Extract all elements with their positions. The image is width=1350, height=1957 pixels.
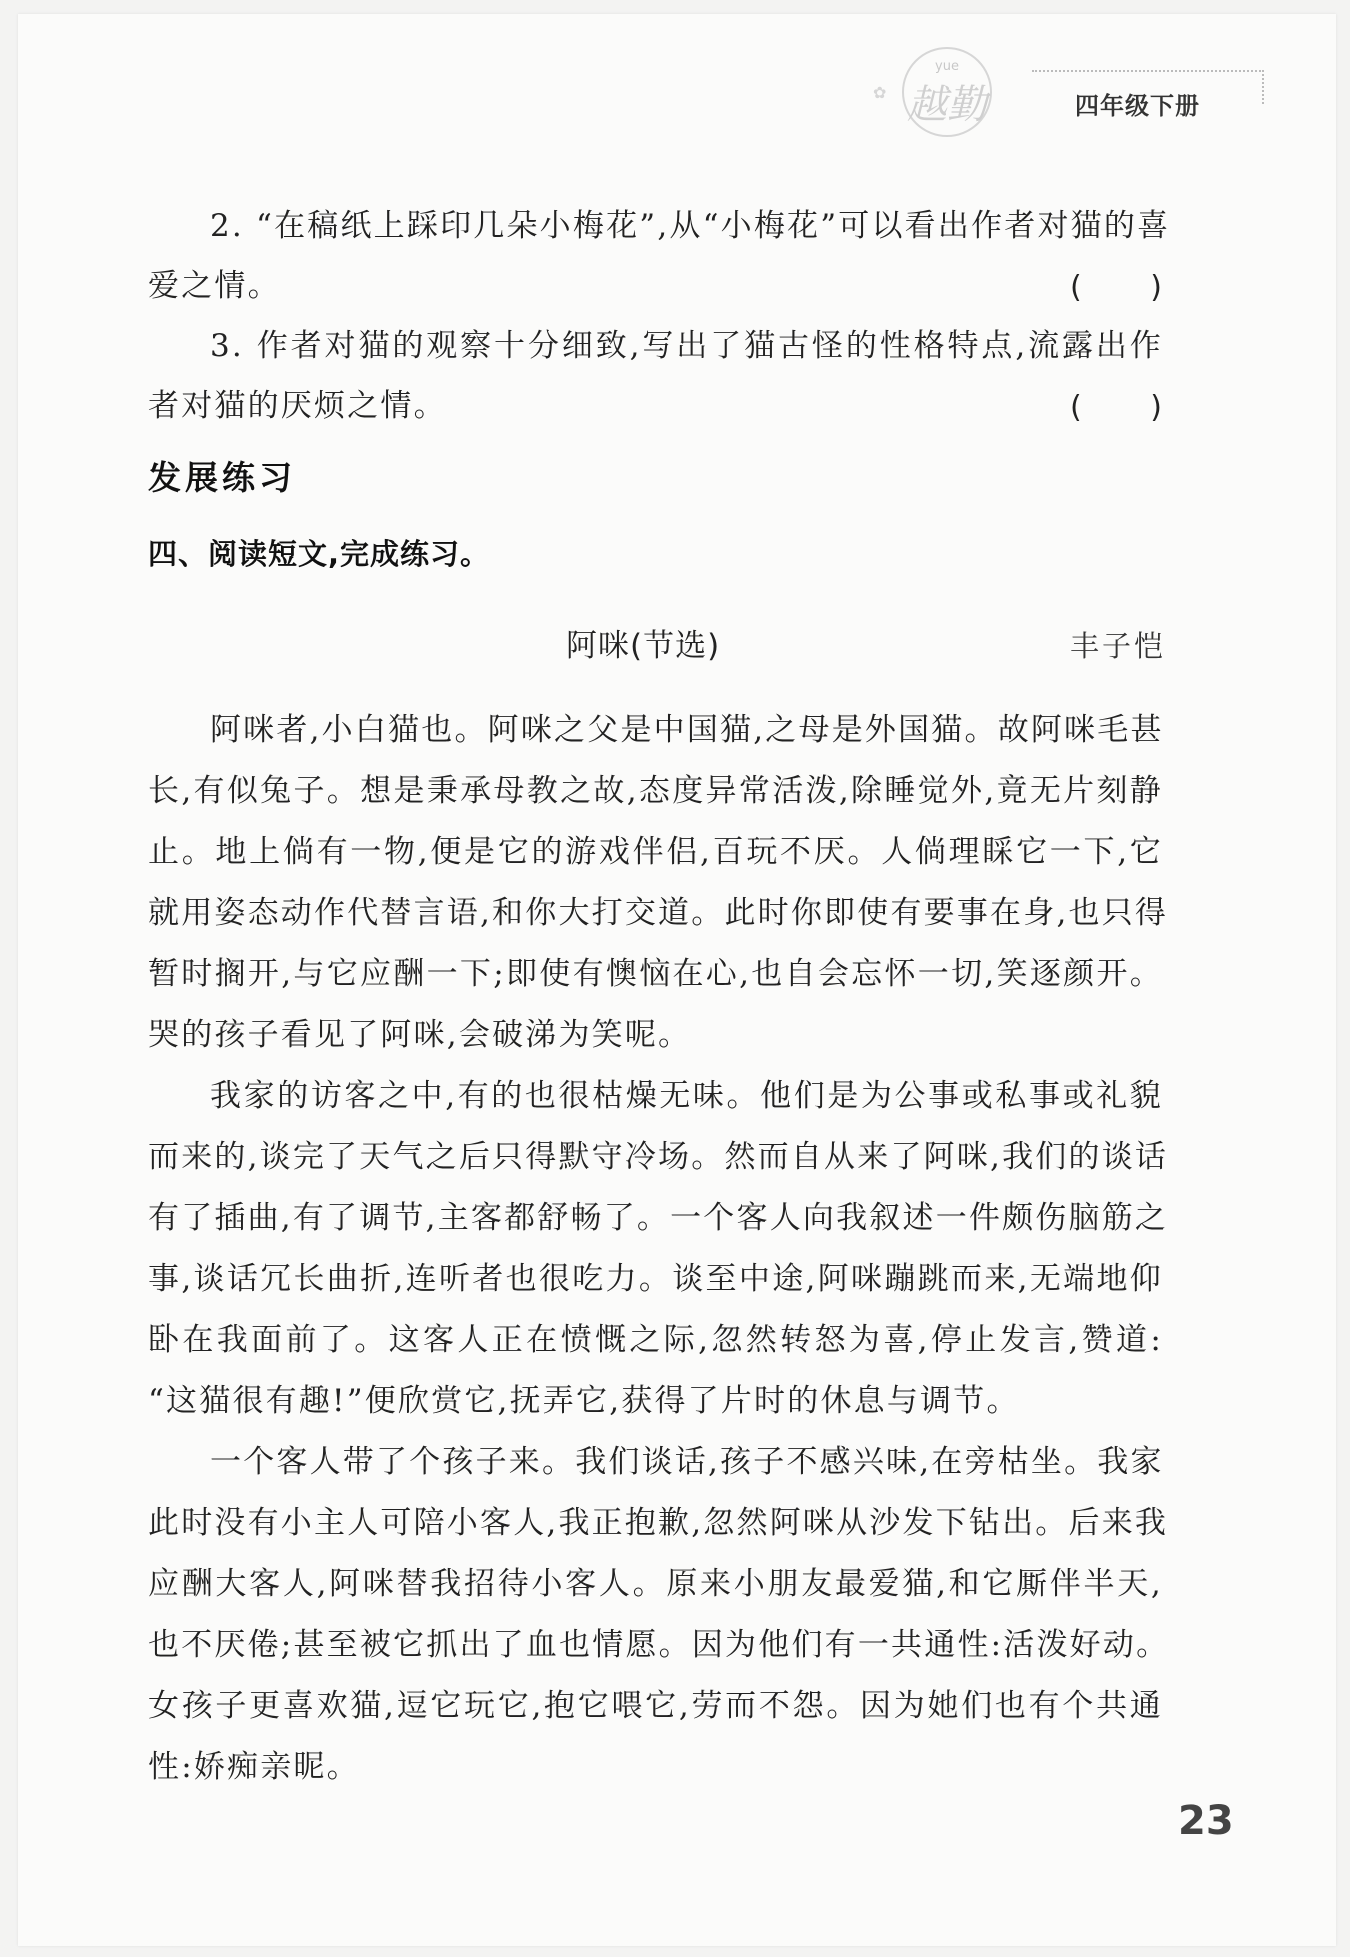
q3-line1: 3. 作者对猫的观察十分细致,写出了猫古怪的性格特点,流露出作 [210, 328, 1163, 364]
para1-line: 止。地上倘有一物,便是它的游戏伴侣,百玩不厌。人倘理睬它一下,它 [148, 834, 1163, 870]
para2-line: 我家的访客之中,有的也很枯燥无味。他们是为公事或私事或礼貌 [210, 1078, 1163, 1114]
para2-line: 有了插曲,有了调节,主客都舒畅了。一个客人向我叙述一件颇伤脑筋之 [148, 1200, 1169, 1236]
paren-close: ) [1150, 270, 1162, 305]
article-title: 阿咪(节选) [566, 628, 721, 664]
q2-answer-box[interactable] [1070, 270, 1162, 305]
paren-open: ( [1070, 390, 1082, 425]
para2-line: 卧在我面前了。这客人正在愤慨之际,忽然转怒为喜,停止发言,赞道: [148, 1322, 1163, 1358]
paren-close: ) [1150, 390, 1162, 425]
para1-line: 就用姿态动作代替言语,和你大打交道。此时你即使有要事在身,也只得 [148, 895, 1169, 931]
logo-text: 越勤 [907, 82, 987, 128]
article-author: 丰子恺 [1070, 629, 1167, 663]
section-title: 发展练习 [148, 458, 296, 497]
para3-line: 女孩子更喜欢猫,逗它玩它,抱它喂它,劳而不怨。因为她们也有个共通 [148, 1688, 1163, 1724]
q3-answer-box[interactable] [1070, 390, 1162, 425]
svg-text:✿: ✿ [873, 83, 887, 102]
q2-line1: 2. “在稿纸上踩印几朵小梅花”,从“小梅花”可以看出作者对猫的喜 [210, 208, 1171, 244]
para2-line: 事,谈话冗长曲折,连听者也很吃力。谈至中途,阿咪蹦跳而来,无端地仰 [148, 1261, 1163, 1297]
para3-line: 也不厌倦;甚至被它抓出了血也情愿。因为他们有一共通性:活泼好动。 [148, 1627, 1170, 1663]
para3-line: 应酬大客人,阿咪替我招待小客人。原来小朋友最爱猫,和它厮伴半天, [148, 1566, 1163, 1602]
para3-line: 一个客人带了个孩子来。我们谈话,孩子不感兴味,在旁枯坐。我家 [210, 1444, 1164, 1480]
logo-pinyin: yue [935, 59, 959, 74]
page-number: 23 [1178, 1798, 1234, 1844]
para3-line: 性:娇痴亲昵。 [148, 1749, 360, 1785]
publisher-logo [855, 40, 1030, 145]
q3-line2: 者对猫的厌烦之情。 [148, 388, 447, 424]
para1-line: 长,有似兔子。想是秉承母教之故,态度异常活泼,除睡觉外,竟无片刻静 [148, 773, 1163, 809]
paren-open: ( [1070, 270, 1082, 305]
para2-line: 而来的,谈完了天气之后只得默守冷场。然而自从来了阿咪,我们的谈话 [148, 1139, 1169, 1175]
para1-line: 暂时搁开,与它应酬一下;即使有懊恼在心,也自会忘怀一切,笑逐颜开。 [148, 956, 1163, 992]
para1-line: 哭的孩子看见了阿咪,会破涕为笑呢。 [148, 1017, 692, 1053]
grade-label: 四年级下册 [1075, 92, 1200, 120]
para2-line: “这猫很有趣!”便欣赏它,抚弄它,获得了片时的休息与调节。 [148, 1383, 1020, 1419]
q2-line2: 爱之情。 [148, 268, 281, 304]
question-four: 四、阅读短文,完成练习。 [148, 537, 491, 571]
para3-line: 此时没有小主人可陪小客人,我正抱歉,忽然阿咪从沙发下钻出。后来我 [148, 1505, 1169, 1541]
para1-line: 阿咪者,小白猫也。阿咪之父是中国猫,之母是外国猫。故阿咪毛甚 [210, 712, 1164, 748]
